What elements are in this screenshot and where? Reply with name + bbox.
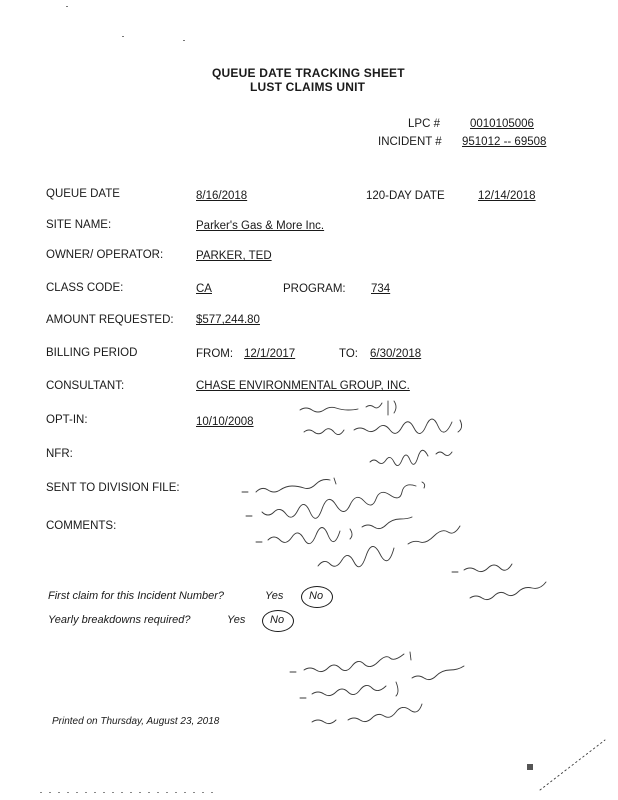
- handwriting-stroke: [452, 564, 512, 572]
- handwriting-stroke: [304, 419, 462, 435]
- sent-to-division-label: SENT TO DIVISION FILE:: [46, 482, 180, 494]
- scan-speck: [66, 6, 68, 7]
- handwriting-stroke: [242, 478, 336, 492]
- program-value: 734: [371, 283, 391, 295]
- class-code-value: CA: [196, 283, 212, 295]
- owner-value: PARKER, TED: [196, 250, 272, 262]
- handwriting-stroke: [300, 401, 396, 415]
- nfr-label: NFR:: [46, 448, 73, 460]
- yearly-no: No: [270, 614, 285, 626]
- scan-speck: [122, 36, 124, 37]
- handwriting-stroke: [246, 482, 425, 518]
- form-title: QUEUE DATE TRACKING SHEET: [212, 66, 405, 80]
- site-name-label: SITE NAME:: [46, 219, 112, 231]
- form-subtitle: LUST CLAIMS UNIT: [250, 80, 366, 94]
- first-claim-yes: Yes: [265, 590, 284, 602]
- first-claim-question: First claim for this Incident Number?: [48, 590, 225, 602]
- day120-value: 12/14/2018: [478, 190, 536, 202]
- incident-value: 951012 -- 69508: [462, 136, 547, 148]
- handwriting-stroke: [312, 704, 422, 724]
- handwriting-stroke: [470, 582, 546, 600]
- printed-date: Printed on Thursday, August 23, 2018: [52, 716, 220, 727]
- lpc-label: LPC #: [408, 118, 440, 130]
- class-code-label: CLASS CODE:: [46, 282, 124, 294]
- scan-speck: [40, 792, 220, 793]
- handwriting-stroke: [290, 652, 411, 672]
- incident-label: INCIDENT #: [378, 136, 442, 148]
- dotted-diagonal: [540, 740, 605, 790]
- handwriting-stroke: [370, 450, 452, 465]
- program-label: PROGRAM:: [283, 283, 346, 295]
- queue-date-label: QUEUE DATE: [46, 188, 120, 200]
- from-label: FROM:: [196, 348, 234, 360]
- billing-label: BILLING PERIOD: [46, 347, 138, 359]
- amount-value: $577,244.80: [196, 314, 260, 326]
- handwriting-stroke: [256, 517, 412, 544]
- from-value: 12/1/2017: [244, 348, 296, 360]
- consultant-value: CHASE ENVIRONMENTAL GROUP, INC.: [196, 380, 410, 392]
- lpc-value: 0010105006: [470, 118, 534, 130]
- comments-label: COMMENTS:: [46, 520, 117, 532]
- optin-value: 10/10/2008: [196, 416, 254, 428]
- scan-speck: [527, 764, 533, 770]
- consultant-label: CONSULTANT:: [46, 380, 125, 392]
- optin-label: OPT-IN:: [46, 414, 88, 426]
- first-claim-no: No: [309, 590, 324, 602]
- yearly-yes: Yes: [227, 614, 246, 626]
- scan-speck: [183, 40, 185, 41]
- owner-label: OWNER/ OPERATOR:: [46, 249, 164, 261]
- day120-label: 120-DAY DATE: [366, 190, 445, 202]
- amount-label: AMOUNT REQUESTED:: [46, 314, 174, 326]
- site-name-value: Parker's Gas & More Inc.: [196, 220, 325, 232]
- to-value: 6/30/2018: [370, 348, 422, 360]
- queue-date-value: 8/16/2018: [196, 190, 248, 202]
- yearly-question: Yearly breakdowns required?: [48, 614, 191, 626]
- to-label: TO:: [339, 348, 358, 360]
